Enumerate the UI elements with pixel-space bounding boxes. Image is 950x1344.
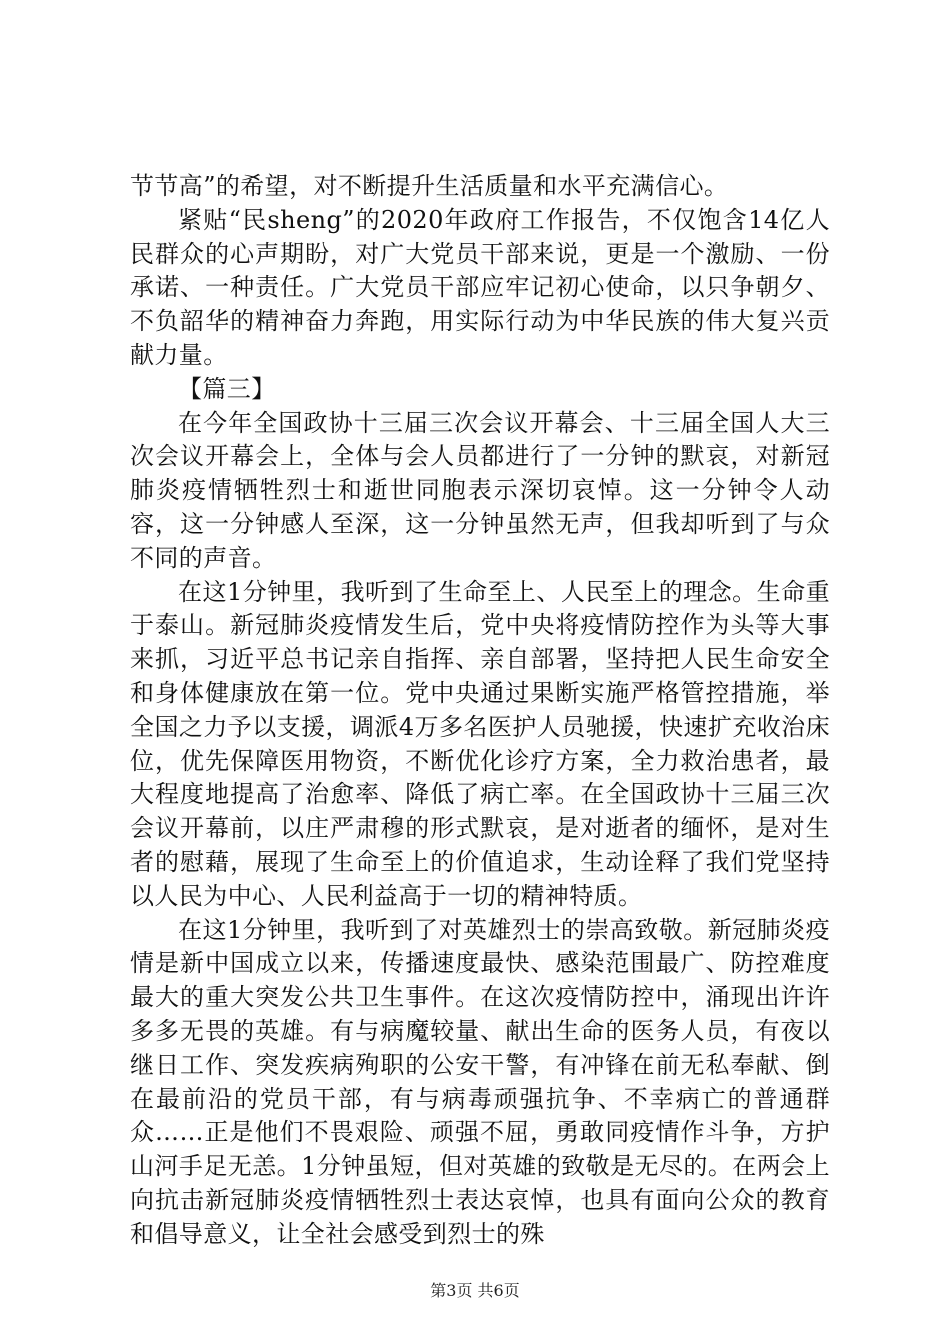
paragraph-hero-tribute: 在这1分钟里，我听到了对英雄烈士的崇高致敬。新冠肺炎疫情是新中国成立以来，传播速度最快、感染范围最广、防控难度最大的重大突发公共卫生事件。在这次疫情防控中，涌现出许许多多无畏的英雄。有与病魔较量、献出生命的医务人员，有夜以继日工作、突发疾病殉职的公安干警，有冲锋在前无私奉献、倒在最前沿的党员干部，有与病毒顽强抗争、不幸病亡的普通群众……正是他们不畏艰险、顽强不屈，勇敢同疫情作斗争，方护山河手足无恙。1分钟虽短，但对英雄的致敬是无尽的。在两会上向抗击新冠肺炎疫情牺牲烈士表达哀悼，也具有面向公众的教育和倡导意义，让全社会感受到烈士的殊 <box>130 915 830 1248</box>
document-body <box>130 170 830 1252</box>
paragraph-life-first: 在这1分钟里，我听到了生命至上、人民至上的理念。生命重于泰山。新冠肺炎疫情发生后，党中央将疫情防控作为头等大事来抓，习近平总书记亲自指挥、亲自部署，坚持把人民生命安全和身体健康放在第一位。党中央通过果断实施严格管控措施，举全国之力予以支援，调派4万多名医护人员驰援，快速扩充收治床位，优先保障医用物资，不断优化诊疗方案，全力救治患者，最大程度地提高了治愈率、降低了病亡率。在全国政协十三届三次会议开幕前，以庄严肃穆的形式默哀，是对逝者的缅怀，是对生者的慰藉，展现了生命至上的价值追求，生动诠释了我们党坚持以人民为中心、人民利益高于一切的精神特质。 <box>130 577 830 910</box>
paragraph-silent-tribute: 在今年全国政协十三届三次会议开幕会、十三届全国人大三次会议开幕会上，全体与会人员都进行了一分钟的默哀，对新冠肺炎疫情牺牲烈士和逝世同胞表示深切哀悼。这一分钟令人动容，这一分钟感人至深，这一分钟虽然无声，但我却听到了与众不同的声音。 <box>130 408 830 572</box>
paragraph-government-report: 紧贴“民sheng”的2020年政府工作报告，不仅饱含14亿人民群众的心声期盼，对广大党员干部来说，更是一个激励、一份承诺、一种责任。广大党员干部应牢记初心使命，以只争朝夕、不负韶华的精神奋力奔跑，用实际行动为中华民族的伟大复兴贡献力量。 <box>130 205 830 369</box>
section-heading-part-three: 【篇三】 <box>178 374 276 403</box>
paragraph-continuation: 节节高”的希望，对不断提升生活质量和水平充满信心。 <box>130 172 729 200</box>
page-number-footer: 第3页 共6页 <box>430 1281 520 1300</box>
